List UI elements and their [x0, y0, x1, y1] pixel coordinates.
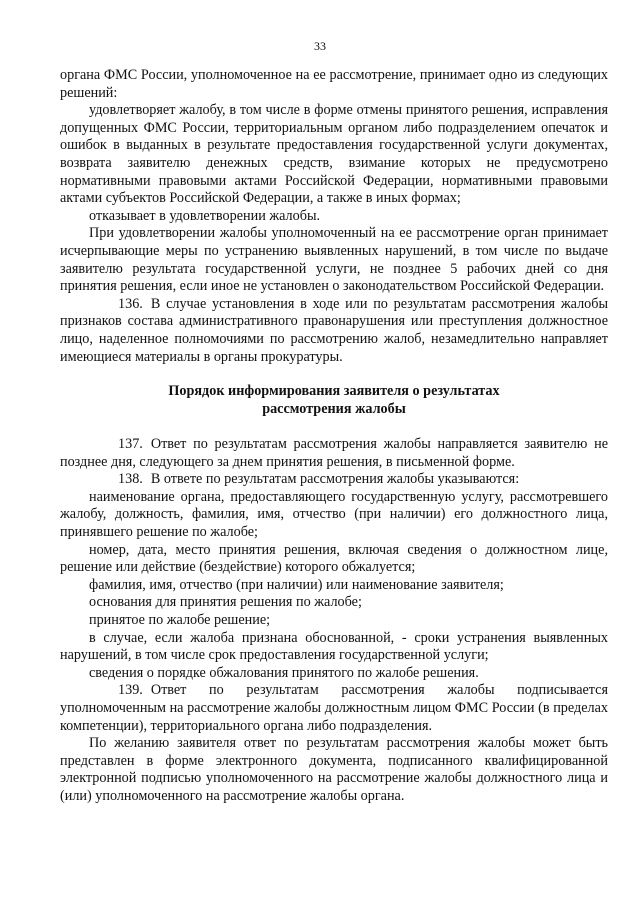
paragraph-text: сведения о порядке обжалования принятого по жалобе решения. [89, 664, 479, 681]
paragraph [60, 208, 608, 226]
paragraph-text: При удовлетворении жалобы уполномоченный на ее рассмотрение орган принимает исчерпывающие меры по устранению выявленных нарушений, в том числе по выдаче заявителю результата государственной услуги, не позднее 5 рабочих дней со дня принятия решения, если иное не установлен о законодательством Российской Федерации. [60, 225, 608, 295]
paragraph [60, 102, 608, 208]
page-number: 33 [314, 39, 326, 53]
paragraph-number: 138. [118, 471, 143, 488]
paragraph-text: В ответе по результатам рассмотрения жалобы указываются: [150, 471, 520, 488]
paragraph [60, 735, 608, 805]
heading-line: рассмотрения жалобы [262, 401, 406, 418]
paragraph-number: 136. [118, 295, 143, 312]
heading-line: Порядок информирования заявителя о результатах [168, 383, 500, 400]
paragraph [60, 630, 608, 665]
paragraph [60, 67, 608, 102]
paragraph [60, 577, 608, 595]
section-heading [60, 382, 608, 418]
paragraph-text: отказывает в удовлетворении жалобы. [89, 207, 321, 224]
paragraph [60, 489, 608, 542]
paragraph-text: фамилия, имя, отчество (при наличии) или наименование заявителя; [89, 576, 504, 593]
paragraph [60, 594, 608, 612]
paragraph-text: наименование органа, предоставляющего государственную услугу, рассмотревшего жалобу, должность, фамилия, имя, отчество (при наличии) его должностного лица, принявшего решение по жалобе; [60, 488, 608, 541]
paragraph-text: номер, дата, место принятия решения, включая сведения о должностном лице, решение или действие (бездействие) которого обжалуется; [60, 541, 608, 576]
numbered-paragraph [60, 296, 608, 366]
paragraph [60, 542, 608, 577]
paragraph [60, 225, 608, 295]
numbered-paragraph [60, 682, 608, 735]
paragraph-text: Ответ по результатам рассмотрения жалобы подписывается уполномоченным на рассмотрение жалобы должностным лицом ФМС России (в пределах компетенции), территориального органа либо подразделения. [60, 682, 608, 734]
paragraph-text: в случае, если жалоба признана обоснованной, - сроки устранения выявленных нарушений, в том числе срок предоставления государственной услуги; [60, 629, 608, 664]
paragraph [60, 612, 608, 630]
paragraph-text: В случае установления в ходе или по результатам рассмотрения жалобы признаков состава административного правонарушения или преступления должностное лицо, наделенное полномочиями по рассмотрению жалоб, незамедлительно направляет имеющиеся материалы в органы прокуратуры. [60, 295, 608, 365]
paragraph-text: удовлетворяет жалобу, в том числе в форме отмены принятого решения, исправления допущенных ФМС России, территориальным органом либо подразделением опечаток и ошибок в выданных в результате предоставления государственной услуги документах, возврата заявителю денежных средств, взимание которых не предусмотрено нормативными правовыми актами Российской Федерации, нормативными правовыми актами субъектов Российской Федерации, а также в иных формах; [60, 102, 608, 207]
paragraph-number: 137. [118, 436, 143, 453]
paragraph-text: Ответ по результатам рассмотрения жалобы направляется заявителю не позднее дня, следующего за днем принятия решения, в письменной форме. [60, 436, 608, 470]
numbered-paragraph [60, 471, 608, 489]
document-body [60, 67, 608, 806]
paragraph [60, 665, 608, 683]
paragraph-text: основания для принятия решения по жалобе; [89, 594, 362, 611]
paragraph-number: 139. [118, 682, 143, 699]
paragraph-text: органа ФМС России, уполномоченное на ее рассмотрение, принимает одно из следующих решений: [60, 67, 608, 101]
paragraph-text: По желанию заявителя ответ по результатам рассмотрения жалобы может быть представлен в форме электронного документа, подписанного квалифицированной электронной подписью уполномоченного на рассмотрение жалобы должностного лица и (или) уполномоченного на рассмотрение жалобы органа. [60, 735, 608, 804]
paragraph-text: принятое по жалобе решение; [89, 612, 271, 629]
numbered-paragraph [60, 436, 608, 471]
